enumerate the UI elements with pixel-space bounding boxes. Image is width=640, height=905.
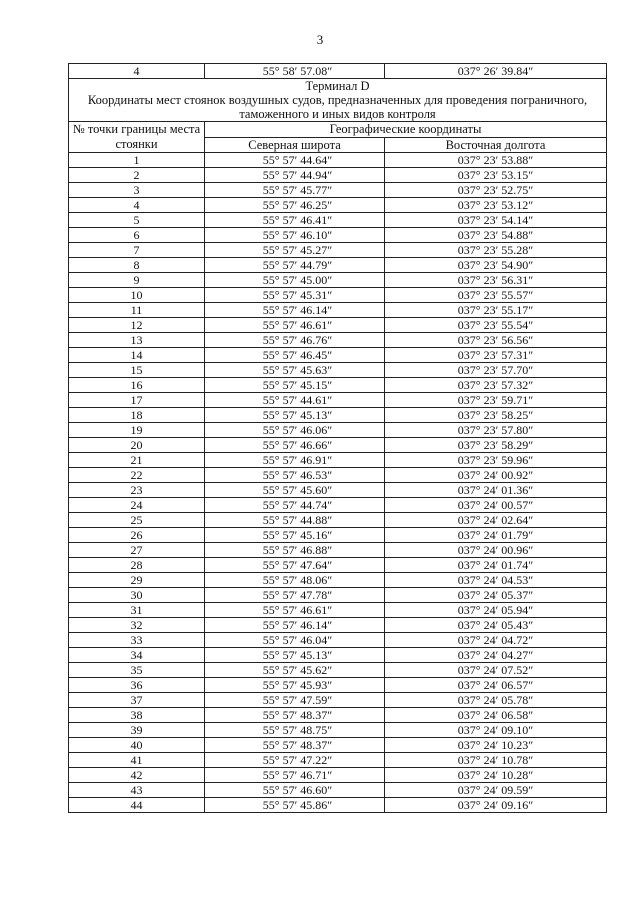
- point-number-cell: 17: [69, 393, 205, 408]
- longitude-cell: 037° 24′ 05.37″: [385, 588, 607, 603]
- point-number-cell: 40: [69, 738, 205, 753]
- table-row: [69, 303, 607, 318]
- table-row: [69, 288, 607, 303]
- point-number-cell: 6: [69, 228, 205, 243]
- point-number-cell: 7: [69, 243, 205, 258]
- table-row: [69, 738, 607, 753]
- table-row: [69, 453, 607, 468]
- latitude-cell: 55° 57′ 45.27″: [205, 243, 385, 258]
- point-number-cell: 38: [69, 708, 205, 723]
- latitude-cell: 55° 57′ 48.37″: [205, 708, 385, 723]
- table-row: [69, 273, 607, 288]
- point-number-cell: 3: [69, 183, 205, 198]
- point-number-cell: 20: [69, 438, 205, 453]
- point-number-cell: 12: [69, 318, 205, 333]
- latitude-cell: 55° 57′ 46.04″: [205, 633, 385, 648]
- longitude-cell: 037° 24′ 07.52″: [385, 663, 607, 678]
- longitude-cell: 037° 24′ 10.23″: [385, 738, 607, 753]
- latitude-cell: 55° 57′ 45.13″: [205, 408, 385, 423]
- table-row: [69, 258, 607, 273]
- table-row: [69, 168, 607, 183]
- point-number-cell: 4: [69, 198, 205, 213]
- point-number-cell: 30: [69, 588, 205, 603]
- table-row: [69, 528, 607, 543]
- latitude-cell: 55° 57′ 45.16″: [205, 528, 385, 543]
- table-body: [69, 64, 607, 813]
- longitude-cell: 037° 23′ 59.96″: [385, 453, 607, 468]
- point-number-cell: 10: [69, 288, 205, 303]
- longitude-cell: 037° 24′ 02.64″: [385, 513, 607, 528]
- point-number-cell: 4: [69, 64, 205, 79]
- point-number-header: № точки границы места стоянки: [69, 122, 205, 153]
- table-row: [69, 558, 607, 573]
- section-caption-row: [69, 79, 607, 122]
- table-row: [69, 213, 607, 228]
- table-row: [69, 333, 607, 348]
- latitude-cell: 55° 57′ 46.71″: [205, 768, 385, 783]
- table-row: [69, 693, 607, 708]
- point-number-cell: 29: [69, 573, 205, 588]
- longitude-cell: 037° 24′ 04.53″: [385, 573, 607, 588]
- longitude-cell: 037° 23′ 55.17″: [385, 303, 607, 318]
- latitude-cell: 55° 57′ 46.41″: [205, 213, 385, 228]
- point-number-cell: 36: [69, 678, 205, 693]
- table-row: [69, 468, 607, 483]
- latitude-cell: 55° 57′ 46.66″: [205, 438, 385, 453]
- table-row: [69, 378, 607, 393]
- table-row: [69, 348, 607, 363]
- point-number-cell: 25: [69, 513, 205, 528]
- longitude-cell: 037° 23′ 58.25″: [385, 408, 607, 423]
- latitude-cell: 55° 58′ 57.08″: [205, 64, 385, 79]
- longitude-cell: 037° 24′ 01.74″: [385, 558, 607, 573]
- point-number-cell: 14: [69, 348, 205, 363]
- latitude-cell: 55° 57′ 45.86″: [205, 798, 385, 813]
- point-number-cell: 27: [69, 543, 205, 558]
- point-number-cell: 18: [69, 408, 205, 423]
- latitude-cell: 55° 57′ 48.75″: [205, 723, 385, 738]
- latitude-cell: 55° 57′ 46.14″: [205, 303, 385, 318]
- point-number-cell: 8: [69, 258, 205, 273]
- table-row: [69, 228, 607, 243]
- latitude-cell: 55° 57′ 44.61″: [205, 393, 385, 408]
- section-title: Терминал D: [305, 79, 370, 93]
- latitude-cell: 55° 57′ 46.91″: [205, 453, 385, 468]
- longitude-cell: 037° 24′ 09.16″: [385, 798, 607, 813]
- table-row: [69, 438, 607, 453]
- longitude-cell: 037° 24′ 04.72″: [385, 633, 607, 648]
- latitude-cell: 55° 57′ 44.94″: [205, 168, 385, 183]
- table-row: [69, 498, 607, 513]
- point-number-cell: 33: [69, 633, 205, 648]
- longitude-cell: 037° 23′ 53.12″: [385, 198, 607, 213]
- table-row: [69, 723, 607, 738]
- longitude-cell: 037° 26′ 39.84″: [385, 64, 607, 79]
- latitude-cell: 55° 57′ 46.10″: [205, 228, 385, 243]
- longitude-cell: 037° 24′ 05.43″: [385, 618, 607, 633]
- table-row: [69, 153, 607, 168]
- longitude-cell: 037° 24′ 00.96″: [385, 543, 607, 558]
- latitude-cell: 55° 57′ 47.78″: [205, 588, 385, 603]
- point-number-cell: 2: [69, 168, 205, 183]
- table-row: [69, 243, 607, 258]
- latitude-cell: 55° 57′ 46.14″: [205, 618, 385, 633]
- longitude-cell: 037° 24′ 10.78″: [385, 753, 607, 768]
- table-row: [69, 183, 607, 198]
- longitude-cell: 037° 23′ 57.80″: [385, 423, 607, 438]
- latitude-cell: 55° 57′ 48.06″: [205, 573, 385, 588]
- longitude-cell: 037° 23′ 54.90″: [385, 258, 607, 273]
- longitude-cell: 037° 23′ 59.71″: [385, 393, 607, 408]
- table-row: [69, 678, 607, 693]
- latitude-cell: 55° 57′ 45.93″: [205, 678, 385, 693]
- latitude-cell: 55° 57′ 45.15″: [205, 378, 385, 393]
- latitude-cell: 55° 57′ 46.61″: [205, 603, 385, 618]
- point-number-cell: 1: [69, 153, 205, 168]
- point-number-cell: 39: [69, 723, 205, 738]
- longitude-cell: 037° 23′ 54.88″: [385, 228, 607, 243]
- longitude-cell: 037° 23′ 57.70″: [385, 363, 607, 378]
- latitude-cell: 55° 57′ 44.79″: [205, 258, 385, 273]
- point-number-cell: 5: [69, 213, 205, 228]
- header-row-top: [69, 122, 607, 138]
- longitude-cell: 037° 24′ 10.28″: [385, 768, 607, 783]
- latitude-cell: 55° 57′ 47.64″: [205, 558, 385, 573]
- latitude-cell: 55° 57′ 44.64″: [205, 153, 385, 168]
- table-row: [69, 483, 607, 498]
- table-row-carry-over: [69, 64, 607, 79]
- table-row: [69, 633, 607, 648]
- point-number-cell: 9: [69, 273, 205, 288]
- point-number-cell: 31: [69, 603, 205, 618]
- longitude-cell: 037° 23′ 54.14″: [385, 213, 607, 228]
- longitude-cell: 037° 23′ 56.31″: [385, 273, 607, 288]
- point-number-cell: 21: [69, 453, 205, 468]
- latitude-cell: 55° 57′ 46.88″: [205, 543, 385, 558]
- latitude-cell: 55° 57′ 45.31″: [205, 288, 385, 303]
- table-row: [69, 423, 607, 438]
- table-row: [69, 573, 607, 588]
- longitude-cell: 037° 24′ 09.10″: [385, 723, 607, 738]
- latitude-cell: 55° 57′ 47.59″: [205, 693, 385, 708]
- latitude-cell: 55° 57′ 46.61″: [205, 318, 385, 333]
- table-row: [69, 588, 607, 603]
- table-row: [69, 513, 607, 528]
- latitude-cell: 55° 57′ 44.88″: [205, 513, 385, 528]
- section-description: Координаты мест стоянок воздушных судов, предназначенных для проведения пограничного, таможенного и иных видов контроля: [87, 93, 588, 121]
- point-number-cell: 32: [69, 618, 205, 633]
- longitude-cell: 037° 24′ 01.79″: [385, 528, 607, 543]
- latitude-cell: 55° 57′ 46.60″: [205, 783, 385, 798]
- longitude-cell: 037° 23′ 55.28″: [385, 243, 607, 258]
- longitude-cell: 037° 24′ 05.94″: [385, 603, 607, 618]
- latitude-cell: 55° 57′ 48.37″: [205, 738, 385, 753]
- table-row: [69, 618, 607, 633]
- longitude-cell: 037° 23′ 53.15″: [385, 168, 607, 183]
- point-number-cell: 43: [69, 783, 205, 798]
- longitude-cell: 037° 24′ 04.27″: [385, 648, 607, 663]
- longitude-cell: 037° 24′ 00.92″: [385, 468, 607, 483]
- longitude-cell: 037° 23′ 56.56″: [385, 333, 607, 348]
- point-number-cell: 16: [69, 378, 205, 393]
- coordinates-header: Географические координаты: [205, 122, 607, 138]
- longitude-cell: 037° 23′ 57.32″: [385, 378, 607, 393]
- table-row: [69, 648, 607, 663]
- latitude-cell: 55° 57′ 45.13″: [205, 648, 385, 663]
- latitude-cell: 55° 57′ 45.77″: [205, 183, 385, 198]
- longitude-header: Восточная долгота: [385, 137, 607, 153]
- longitude-cell: 037° 23′ 55.54″: [385, 318, 607, 333]
- latitude-header: Северная широта: [205, 137, 385, 153]
- point-number-cell: 34: [69, 648, 205, 663]
- latitude-cell: 55° 57′ 46.45″: [205, 348, 385, 363]
- longitude-cell: 037° 24′ 06.58″: [385, 708, 607, 723]
- latitude-cell: 55° 57′ 45.60″: [205, 483, 385, 498]
- coordinates-table: [68, 63, 607, 813]
- point-number-cell: 37: [69, 693, 205, 708]
- table-row: [69, 753, 607, 768]
- latitude-cell: 55° 57′ 47.22″: [205, 753, 385, 768]
- longitude-cell: 037° 24′ 00.57″: [385, 498, 607, 513]
- point-number-cell: 35: [69, 663, 205, 678]
- table-row: [69, 363, 607, 378]
- latitude-cell: 55° 57′ 44.74″: [205, 498, 385, 513]
- point-number-cell: 15: [69, 363, 205, 378]
- longitude-cell: 037° 24′ 05.78″: [385, 693, 607, 708]
- table-row: [69, 393, 607, 408]
- longitude-cell: 037° 23′ 57.31″: [385, 348, 607, 363]
- point-number-cell: 11: [69, 303, 205, 318]
- point-number-cell: 41: [69, 753, 205, 768]
- point-number-cell: 42: [69, 768, 205, 783]
- point-number-cell: 24: [69, 498, 205, 513]
- point-number-cell: 28: [69, 558, 205, 573]
- page-number: 3: [316, 32, 324, 47]
- longitude-cell: 037° 23′ 55.57″: [385, 288, 607, 303]
- table-row: [69, 663, 607, 678]
- longitude-cell: 037° 23′ 58.29″: [385, 438, 607, 453]
- longitude-cell: 037° 23′ 53.88″: [385, 153, 607, 168]
- table-row: [69, 318, 607, 333]
- latitude-cell: 55° 57′ 46.25″: [205, 198, 385, 213]
- latitude-cell: 55° 57′ 45.63″: [205, 363, 385, 378]
- latitude-cell: 55° 57′ 45.00″: [205, 273, 385, 288]
- latitude-cell: 55° 57′ 46.53″: [205, 468, 385, 483]
- longitude-cell: 037° 24′ 06.57″: [385, 678, 607, 693]
- table-row: [69, 198, 607, 213]
- point-number-cell: 23: [69, 483, 205, 498]
- table-row: [69, 543, 607, 558]
- table-row: [69, 603, 607, 618]
- point-number-cell: 22: [69, 468, 205, 483]
- point-number-cell: 44: [69, 798, 205, 813]
- longitude-cell: 037° 23′ 52.75″: [385, 183, 607, 198]
- table-row: [69, 768, 607, 783]
- latitude-cell: 55° 57′ 46.76″: [205, 333, 385, 348]
- longitude-cell: 037° 24′ 09.59″: [385, 783, 607, 798]
- point-number-cell: 13: [69, 333, 205, 348]
- table-row: [69, 708, 607, 723]
- point-number-cell: 26: [69, 528, 205, 543]
- section-caption: [69, 79, 607, 122]
- latitude-cell: 55° 57′ 45.62″: [205, 663, 385, 678]
- longitude-cell: 037° 24′ 01.36″: [385, 483, 607, 498]
- table-row: [69, 783, 607, 798]
- latitude-cell: 55° 57′ 46.06″: [205, 423, 385, 438]
- table-row: [69, 408, 607, 423]
- point-number-cell: 19: [69, 423, 205, 438]
- table-row: [69, 798, 607, 813]
